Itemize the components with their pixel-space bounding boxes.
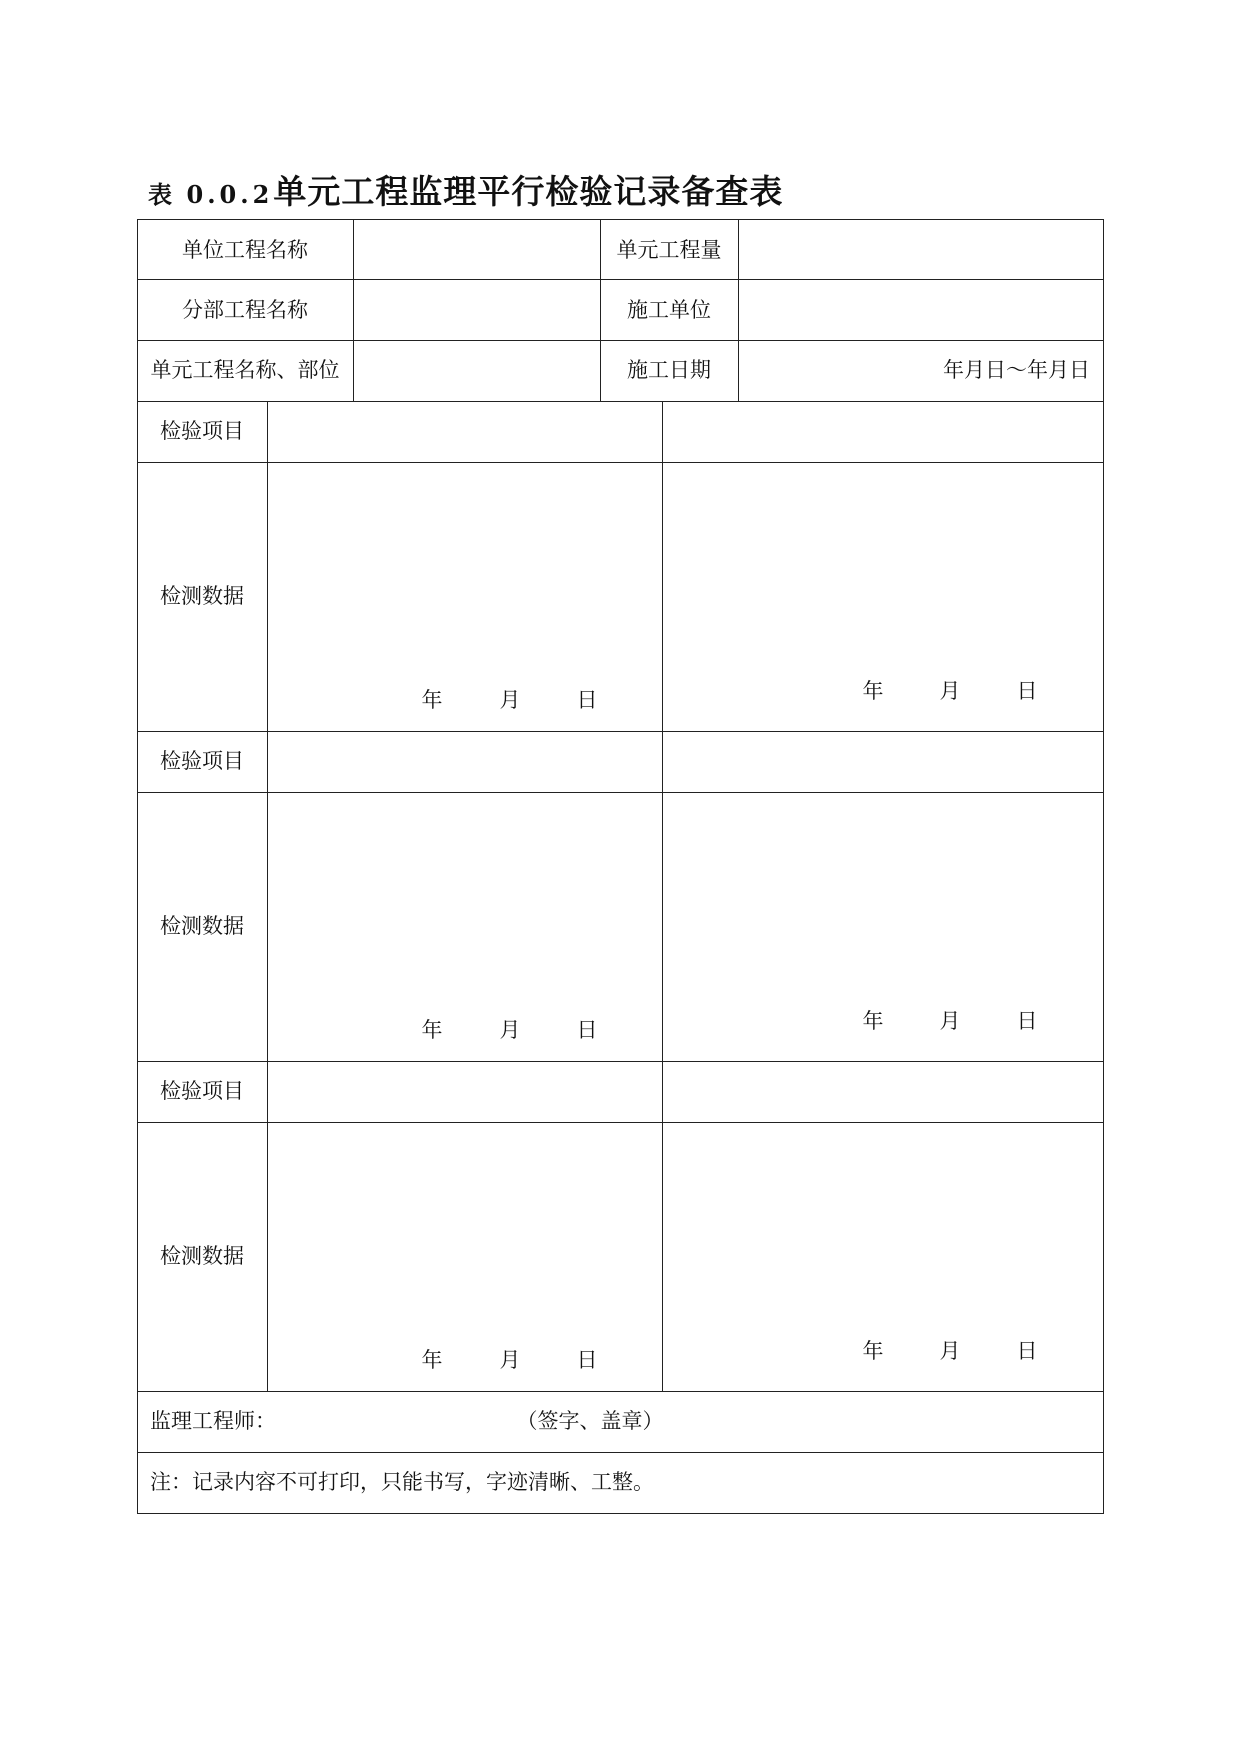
- element-name-location-label: 单元工程名称、部位: [150, 358, 340, 382]
- row-border: [137, 1122, 1104, 1123]
- division-project-name-label: 分部工程名称: [182, 298, 308, 322]
- row-border: [137, 1391, 1104, 1392]
- table-right-border: [1103, 219, 1104, 1513]
- right-date-month: 月: [939, 679, 961, 703]
- right-date-day: 日: [1016, 679, 1038, 703]
- left-date-year: 年: [421, 1018, 443, 1042]
- inspection-item-label: 检验项目: [160, 419, 244, 443]
- left-date-day: 日: [576, 1018, 598, 1042]
- row-border: [137, 1061, 1104, 1062]
- title-number: 0.0.2: [186, 180, 274, 209]
- column-divider: [600, 219, 601, 401]
- test-data-label: 检测数据: [160, 584, 244, 608]
- table-left-border: [137, 219, 138, 1513]
- row-border: [137, 731, 1104, 732]
- right-date-month: 月: [939, 1009, 961, 1033]
- right-date-month: 月: [939, 1339, 961, 1363]
- signature-hint: （签字、盖章）: [516, 1409, 664, 1433]
- right-date-day: 日: [1016, 1009, 1038, 1033]
- column-divider: [353, 219, 354, 401]
- right-date-year: 年: [862, 1339, 884, 1363]
- row-border: [137, 219, 1104, 220]
- note-text: 注：记录内容不可打印，只能书写，字迹清晰、工整。: [150, 1470, 654, 1494]
- row-border: [137, 462, 1104, 463]
- test-data-label: 检测数据: [160, 914, 244, 938]
- row-border: [137, 401, 1104, 402]
- inspection-item-label: 检验项目: [160, 1079, 244, 1103]
- left-date-year: 年: [421, 1348, 443, 1372]
- left-date-day: 日: [576, 1348, 598, 1372]
- right-date-year: 年: [862, 679, 884, 703]
- left-date-year: 年: [421, 688, 443, 712]
- unit-project-name-label: 单位工程名称: [182, 238, 308, 262]
- row-border: [137, 1452, 1104, 1453]
- left-date-day: 日: [576, 688, 598, 712]
- unit-engineering-quantity-label: 单元工程量: [616, 238, 722, 262]
- left-date-month: 月: [499, 688, 521, 712]
- left-date-month: 月: [499, 1018, 521, 1042]
- row-border: [137, 792, 1104, 793]
- column-divider: [738, 219, 739, 401]
- test-data-label: 检测数据: [160, 1244, 244, 1268]
- construction-unit-label: 施工单位: [627, 298, 711, 322]
- row-border: [137, 1513, 1104, 1514]
- row-border: [137, 279, 1104, 280]
- column-divider: [267, 401, 268, 1391]
- left-date-month: 月: [499, 1348, 521, 1372]
- right-date-year: 年: [862, 1009, 884, 1033]
- row-border: [137, 340, 1104, 341]
- title-prefix: 表: [148, 180, 174, 209]
- inspection-item-label: 检验项目: [160, 749, 244, 773]
- right-date-day: 日: [1016, 1339, 1038, 1363]
- title-text: 单元工程监理平行检验记录备查表: [273, 172, 784, 211]
- construction-date-label: 施工日期: [627, 358, 711, 382]
- construction-date-value: 年月日～年月日: [943, 358, 1090, 382]
- column-divider: [662, 401, 663, 1391]
- supervising-engineer-label: 监理工程师：: [150, 1409, 276, 1433]
- document-title: [148, 166, 783, 213]
